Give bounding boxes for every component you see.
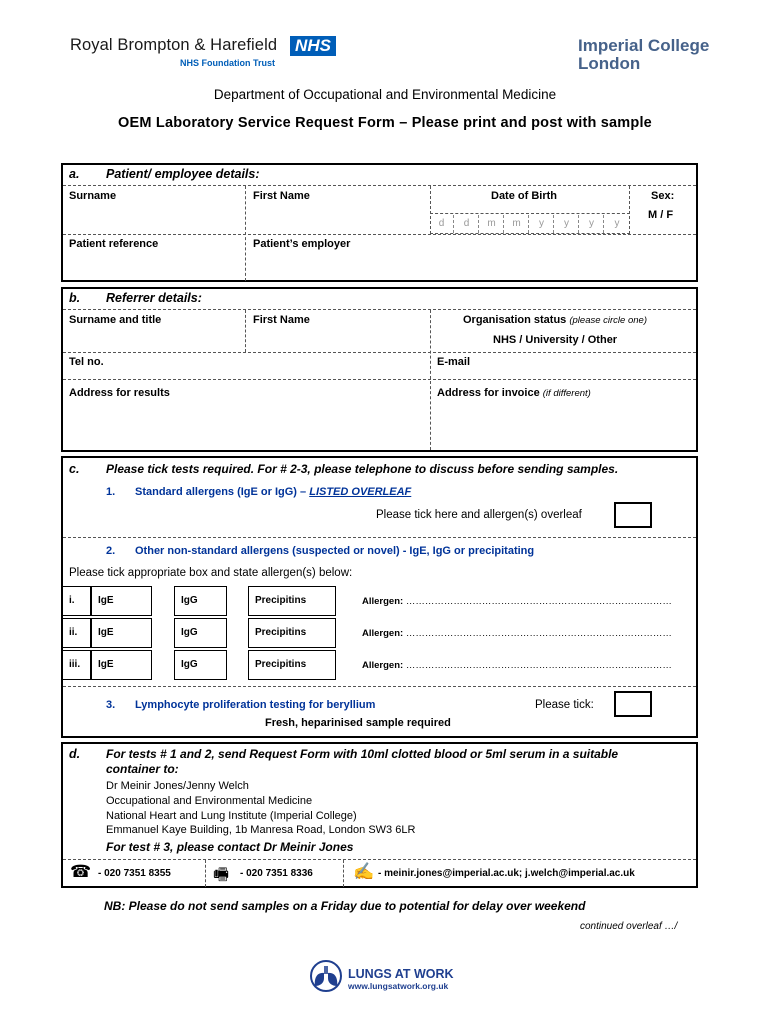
item3-tick-label: Please tick: bbox=[535, 699, 594, 711]
nhs-trust-text: NHS Foundation Trust bbox=[180, 58, 275, 68]
item1-tick-label: Please tick here and allergen(s) overleaf bbox=[376, 509, 582, 521]
lungs-icon bbox=[306, 960, 346, 992]
dob-cell[interactable]: y bbox=[530, 215, 554, 233]
sex-label: Sex: bbox=[651, 190, 675, 202]
allergen-dots: ………………………………………………………………………… bbox=[405, 660, 672, 671]
address-line: Occupational and Environmental Medicine bbox=[106, 795, 313, 807]
divider bbox=[63, 537, 696, 538]
item1-text bbox=[135, 486, 411, 498]
nb-notice: NB: Please do not send samples on a Friday due to potential for delay over weekend bbox=[104, 899, 586, 913]
allergen-field[interactable] bbox=[362, 596, 672, 607]
patient-employer-label: Patient’s employer bbox=[253, 238, 351, 250]
imperial-logo-line1: Imperial College bbox=[578, 36, 710, 55]
address-invoice-label bbox=[437, 387, 591, 399]
department-title: Department of Occupational and Environmental Medicine bbox=[213, 87, 557, 102]
form-title: OEM Laboratory Service Request Form – Please print and post with sample bbox=[118, 115, 652, 131]
test3-contact: For test # 3, please contact Dr Meinir Jones bbox=[106, 840, 354, 854]
allergen-field[interactable] bbox=[362, 628, 672, 639]
precipitins-option[interactable]: Precipitins bbox=[248, 586, 336, 616]
referrer-surname-label: Surname and title bbox=[69, 314, 162, 326]
phone-number[interactable]: - 020 7351 8355 bbox=[98, 868, 171, 879]
item2-text: Other non-standard allergens (suspected or novel) - IgE, IgG or precipitating bbox=[135, 545, 535, 557]
divider bbox=[63, 379, 696, 380]
igg-option[interactable]: IgG bbox=[174, 586, 227, 616]
section-b-heading: Referrer details: bbox=[106, 291, 202, 305]
imperial-logo-line2: London bbox=[578, 54, 641, 73]
sex-options[interactable]: M / F bbox=[648, 209, 674, 221]
allergen-field[interactable] bbox=[362, 660, 672, 671]
precipitins-option[interactable]: Precipitins bbox=[248, 618, 336, 648]
dob-cell[interactable]: y bbox=[614, 218, 620, 229]
ige-option[interactable]: IgE bbox=[91, 618, 152, 648]
allergen-label: Allergen: bbox=[362, 596, 404, 607]
dob-label: Date of Birth bbox=[491, 190, 557, 202]
phone-icon: ☎ bbox=[70, 862, 92, 881]
address-results-label: Address for results bbox=[69, 387, 170, 399]
allergen-label: Allergen: bbox=[362, 628, 404, 639]
lungs-at-work-url[interactable]: www.lungsatwork.org.uk bbox=[348, 981, 449, 991]
section-d-letter: d. bbox=[69, 747, 81, 761]
section-d-heading-2: container to: bbox=[106, 762, 179, 776]
address-line: Emmanuel Kaye Building, 1b Manresa Road, London SW3 6LR bbox=[106, 824, 416, 836]
lungs-at-work-title: LUNGS AT WORK bbox=[348, 967, 454, 981]
fax-icon: 🖷 bbox=[213, 865, 230, 884]
item3-text: Lymphocyte proliferation testing for beryllium bbox=[135, 699, 376, 711]
item3-number: 3. bbox=[106, 699, 116, 711]
tel-label: Tel no. bbox=[69, 356, 104, 368]
invoice-note: (if different) bbox=[542, 388, 591, 399]
igg-option[interactable]: IgG bbox=[174, 650, 227, 680]
section-a-heading: Patient/ employee details: bbox=[106, 167, 260, 181]
section-d-heading-1: For tests # 1 and 2, send Request Form with 10ml clotted blood or 5ml serum in a suitable bbox=[106, 747, 619, 761]
item1-label: Standard allergens (IgE or IgG) – bbox=[135, 486, 307, 498]
section-b bbox=[61, 287, 698, 452]
divider bbox=[245, 310, 246, 352]
item2-instructions: Please tick appropriate box and state allergen(s) below: bbox=[69, 567, 353, 579]
dob-cell[interactable]: m bbox=[480, 215, 504, 233]
divider bbox=[63, 352, 696, 353]
divider bbox=[205, 860, 206, 887]
mouse-icon: ✍ bbox=[353, 862, 375, 881]
allergen-dots: ………………………………………………………………………… bbox=[405, 628, 672, 639]
precipitins-option[interactable]: Precipitins bbox=[248, 650, 336, 680]
email-label: E-mail bbox=[437, 356, 471, 368]
first-name-label: First Name bbox=[253, 190, 310, 202]
rb-logo-text: Royal Brompton & Harefield bbox=[70, 36, 278, 54]
address-line: Dr Meinir Jones/Jenny Welch bbox=[106, 780, 249, 792]
fax-number[interactable]: - 020 7351 8336 bbox=[240, 868, 313, 879]
row-number: i. bbox=[63, 586, 91, 616]
section-c-heading: Please tick tests required. For # 2-3, please telephone to discuss before sending samples. bbox=[106, 462, 619, 476]
row-number: iii. bbox=[63, 650, 91, 680]
dob-cell[interactable]: m bbox=[505, 215, 529, 233]
org-status-label bbox=[463, 314, 647, 326]
item1-number: 1. bbox=[106, 486, 116, 498]
divider bbox=[430, 310, 431, 450]
dob-cell[interactable]: y bbox=[580, 215, 604, 233]
section-b-letter: b. bbox=[69, 291, 81, 305]
divider bbox=[63, 859, 696, 860]
org-status-text: Organisation status bbox=[463, 314, 567, 326]
divider bbox=[343, 860, 344, 887]
email-addresses[interactable]: - meinir.jones@imperial.ac.uk; j.welch@imperial.ac.uk bbox=[378, 868, 635, 879]
divider bbox=[63, 234, 696, 235]
org-options[interactable]: NHS / University / Other bbox=[493, 334, 618, 346]
dob-cell[interactable]: d bbox=[455, 215, 479, 233]
surname-label: Surname bbox=[69, 190, 117, 202]
address-invoice-text: Address for invoice bbox=[437, 387, 540, 399]
divider bbox=[430, 213, 630, 214]
igg-option[interactable]: IgG bbox=[174, 618, 227, 648]
dob-cell[interactable]: y bbox=[555, 215, 579, 233]
org-status-note: (please circle one) bbox=[569, 315, 647, 326]
nhs-logo: NHS bbox=[290, 36, 336, 56]
address-line: National Heart and Lung Institute (Imperial College) bbox=[106, 810, 357, 822]
listed-overleaf-link[interactable]: LISTED OVERLEAF bbox=[309, 486, 412, 498]
referrer-first-name-label: First Name bbox=[253, 314, 310, 326]
item3-tickbox[interactable] bbox=[614, 691, 652, 717]
allergen-label: Allergen: bbox=[362, 660, 404, 671]
dob-cell[interactable]: d bbox=[430, 215, 454, 233]
ige-option[interactable]: IgE bbox=[91, 586, 152, 616]
row-number: ii. bbox=[63, 618, 91, 648]
section-c-letter: c. bbox=[69, 462, 80, 476]
continued-overleaf: continued overleaf …/ bbox=[580, 921, 678, 932]
allergen-dots: ………………………………………………………………………… bbox=[405, 596, 672, 607]
section-a-letter: a. bbox=[69, 167, 80, 181]
patient-reference-label: Patient reference bbox=[69, 238, 159, 250]
item1-tickbox[interactable] bbox=[614, 502, 652, 528]
divider bbox=[63, 686, 696, 687]
divider bbox=[63, 309, 696, 310]
item2-number: 2. bbox=[106, 545, 116, 557]
item3-note: Fresh, heparinised sample required bbox=[265, 717, 451, 729]
ige-option[interactable]: IgE bbox=[91, 650, 152, 680]
